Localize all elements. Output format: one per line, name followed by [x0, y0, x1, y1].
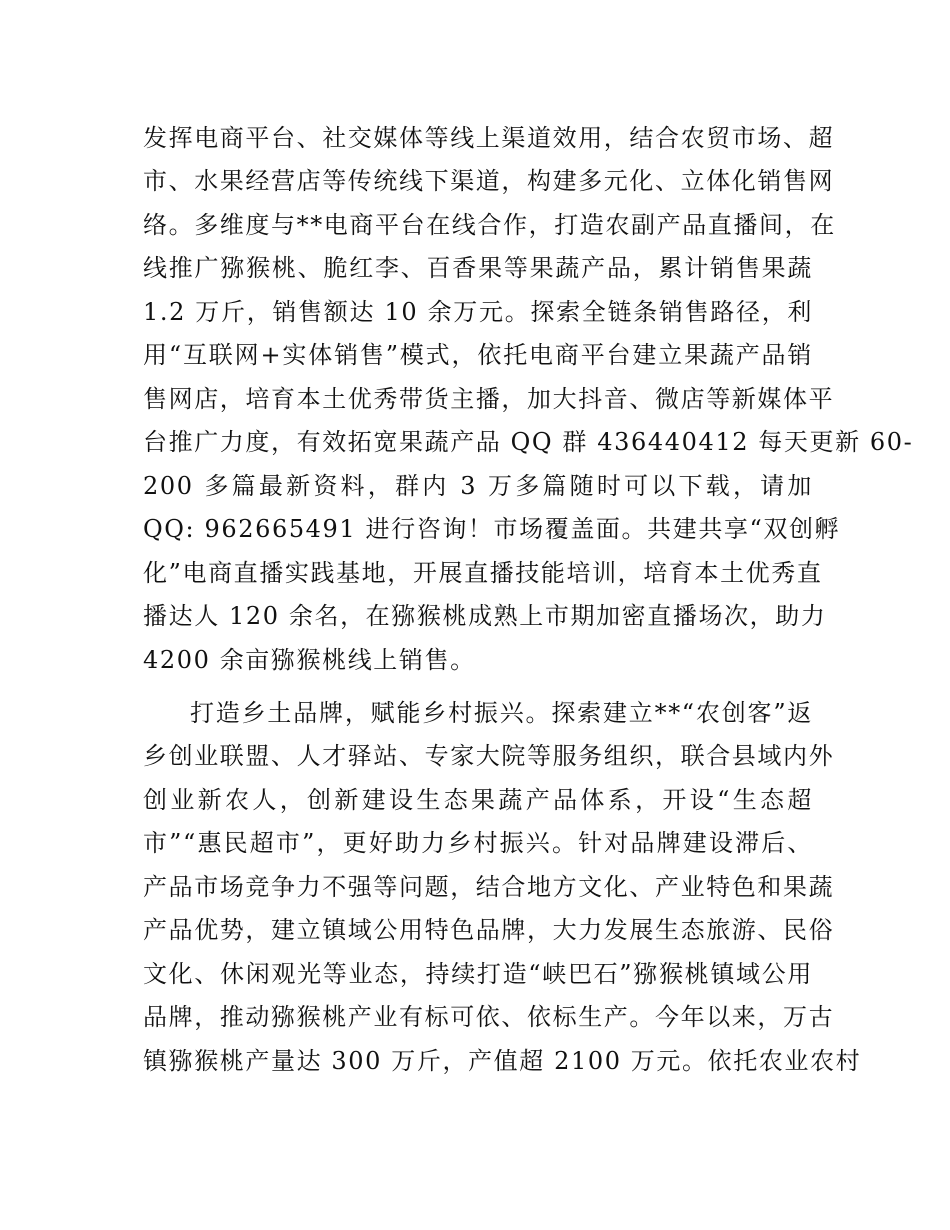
text-line: 化”电商直播实践基地，开展直播技能培训，培育本土优秀直	[143, 559, 823, 587]
text-line: 镇猕猴桃产量达 300 万斤，产值超 2100 万元。依托农业农村	[143, 1047, 862, 1075]
text-line: 200 多篇最新资料，群内 3 万多篇随时可以下载，请加	[143, 472, 813, 500]
text-line: 市、水果经营店等传统线下渠道，构建多元化、立体化销售网	[143, 167, 835, 195]
text-line: 品牌，推动猕猴桃产业有标可依、依标生产。今年以来，万古	[143, 1003, 835, 1031]
text-line: 络。多维度与**电商平台在线合作，打造农副产品直播间，在	[143, 211, 836, 239]
text-line: 台推广力度，有效拓宽果蔬产品 QQ 群 436440412 每天更新 60-	[143, 428, 914, 456]
text-line: 乡创业联盟、人才驿站、专家大院等服务组织，联合县域内外	[143, 742, 835, 770]
text-line: 产品市场竞争力不强等问题，结合地方文化、产业特色和果蔬	[143, 873, 835, 901]
text-line: 市”“惠民超市”，更好助力乡村振兴。针对品牌建设滞后、	[143, 829, 813, 857]
text-line: 1.2 万斤，销售额达 10 余万元。探索全链条销售路径，利	[143, 298, 813, 326]
text-line: 用“互联网+实体销售”模式，依托电商平台建立果蔬产品销	[143, 341, 813, 369]
text-line: 4200 余亩猕猴桃线上销售。	[143, 646, 476, 674]
text-line: 线推广猕猴桃、脆红李、百香果等果蔬产品，累计销售果蔬	[143, 254, 813, 282]
text-line: 产品优势，建立镇域公用特色品牌，大力发展生态旅游、民俗	[143, 916, 835, 944]
text-line: 文化、休闲观光等业态，持续打造“峡巴石”猕猴桃镇域公用	[143, 960, 813, 988]
text-line: 创业新农人，创新建设生态果蔬产品体系，开设“生态超	[143, 786, 813, 814]
text-line: QQ: 962665491 进行咨询！市场覆盖面。共建共享“双创孵	[143, 515, 841, 543]
text-line: 播达人 120 余名，在猕猴桃成熟上市期加密直播场次，助力	[143, 602, 827, 630]
text-line: 打造乡土品牌，赋能乡村振兴。探索建立**“农创客”返	[190, 699, 813, 727]
text-line: 发挥电商平台、社交媒体等线上渠道效用，结合农贸市场、超	[143, 124, 835, 152]
text-line: 售网店，培育本土优秀带货主播，加大抖音、微店等新媒体平	[143, 385, 835, 413]
